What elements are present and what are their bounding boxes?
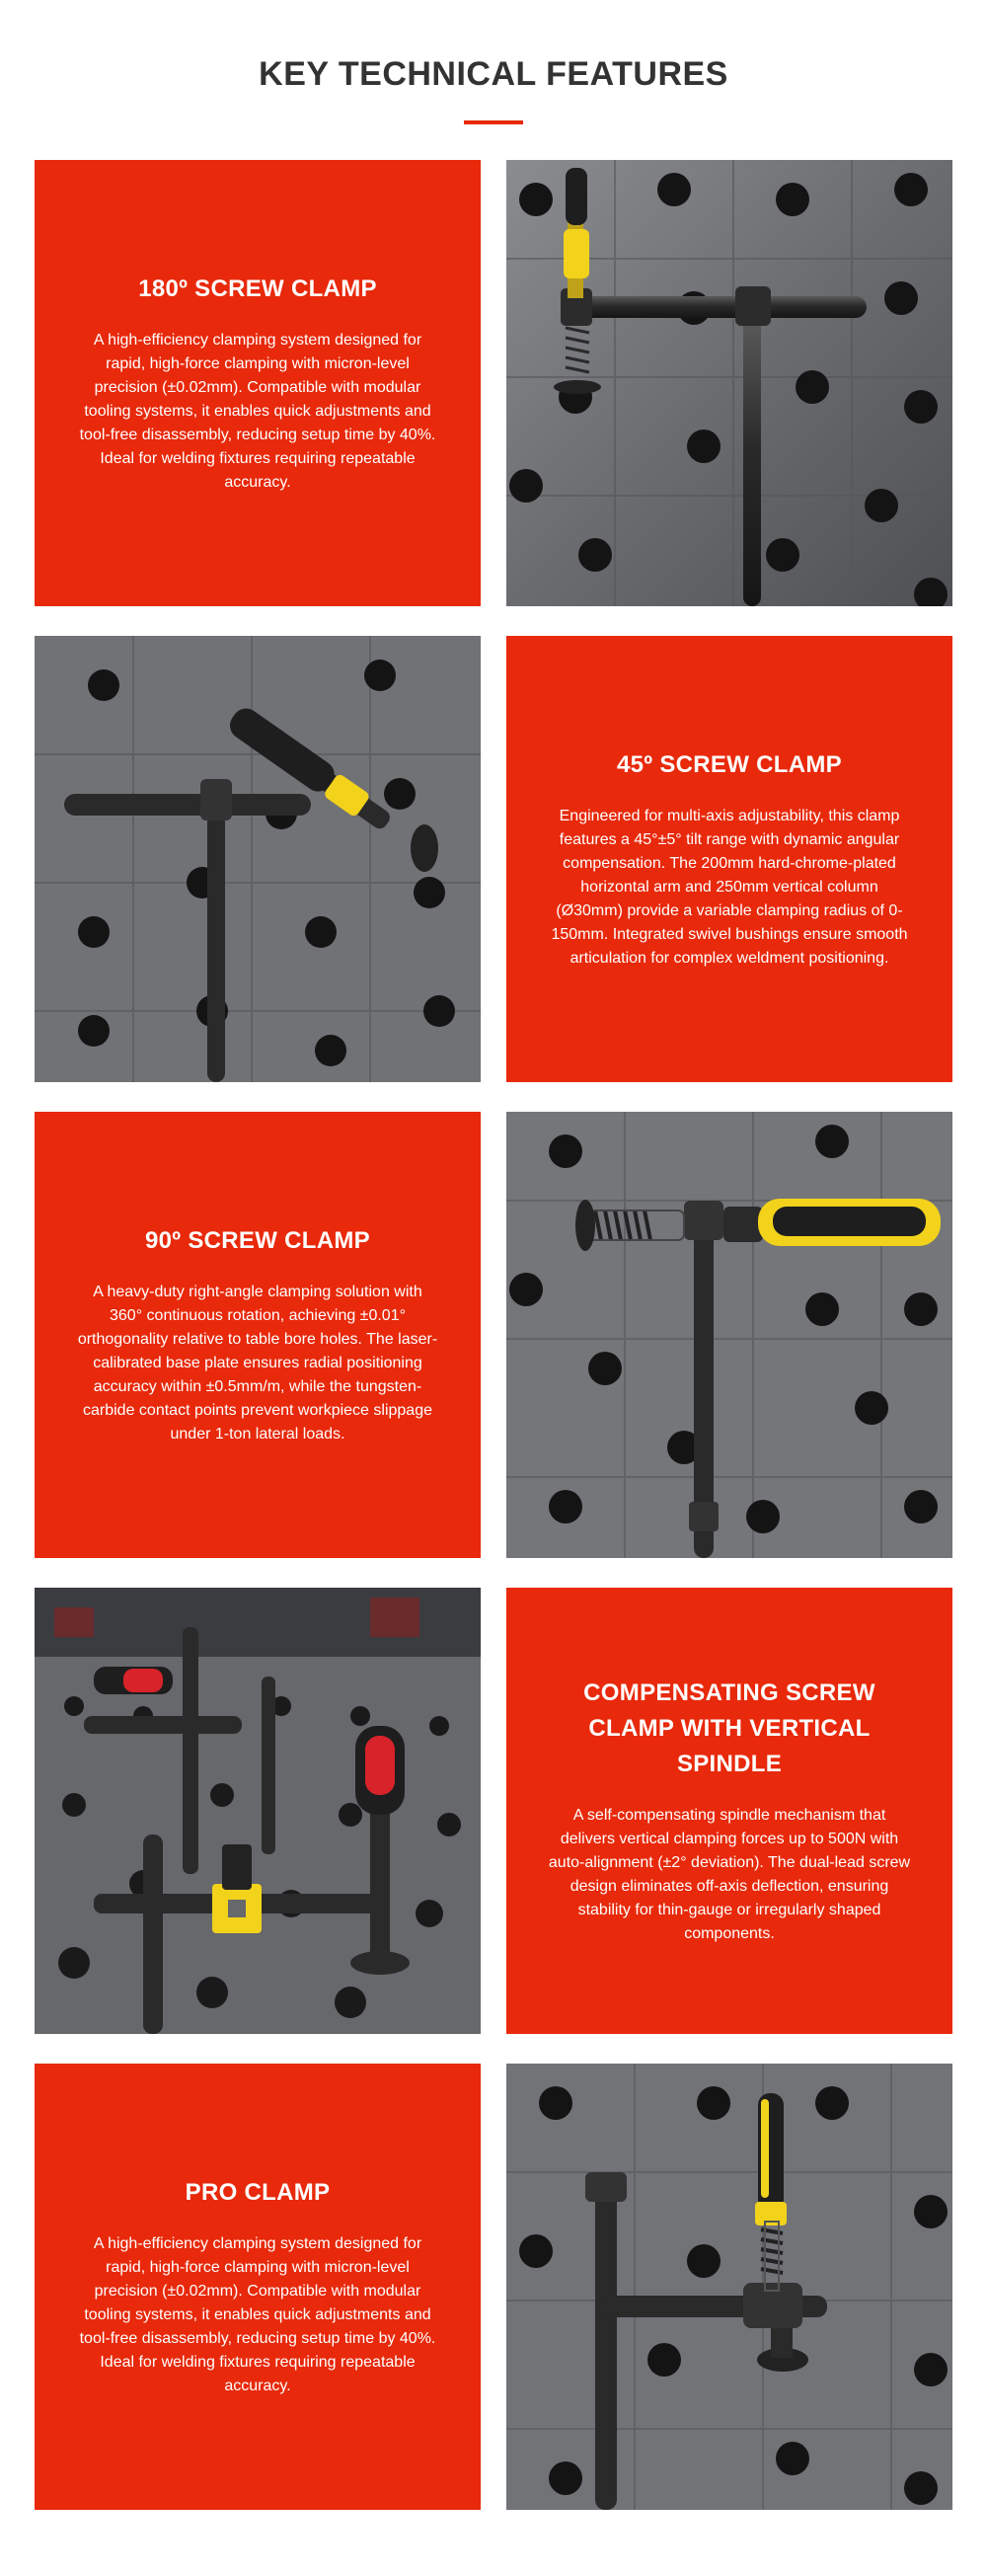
feature-description: Engineered for multi-axis adjustability, this clamp features a 45°±5° tilt range with dynamic angular compensation. The 200mm hard-chrome-plated horizontal arm and 250mm vertical column (Ø30mm) provide a variable clamping radius of 0-150mm. Integrated swivel bushings ensure smooth articulation for complex weldment positioning. [551,808,908,967]
compensating-clamp-photo [35,1588,481,2034]
feature-title: COMPENSATING SCREW CLAMP WITH VERTICAL SPINDLE [583,1679,875,1777]
feature-title: PRO CLAMP [185,2179,331,2206]
pro-clamp-photo [506,2064,952,2510]
clamp-photo-icon [506,1112,952,1558]
clamp-photo-icon [506,2064,952,2510]
section-title: KEY TECHNICAL FEATURES [259,55,728,93]
feature-description: A heavy-duty right-angle clamping solution with 360° continuous rotation, achieving ±0.01° orthogonality relative to table bore holes. The laser-calibrated base plate ensures radial positioning accuracy within ±0.5mm/m, while the tungsten-carbide contact points prevent workpiece slippage under 1-ton lateral loads. [77,1284,438,1443]
feature-card-pro-clamp [35,2064,481,2510]
title-underline [464,120,523,124]
feature-description: A self-compensating spindle mechanism that delivers vertical clamping forces up to 500N with auto-alignment (±2° deviation). The dual-lead screw design eliminates off-axis deflection, ensuring stability for thin-gauge or irregularly shaped components. [548,1807,911,1942]
clamp-photo-icon [35,636,481,1082]
feature-description: A high-efficiency clamping system designed for rapid, high-force clamping with micron-level precision (±0.02mm). Compatible with modular tooling systems, it enables quick adjustments and tool-free disassembly, reducing setup time by 40%. Ideal for welding fixtures requiring repeatable accuracy. [79,2235,436,2394]
section-header [0,0,987,158]
screw-clamp-90-photo [506,1112,952,1558]
feature-description: A high-efficiency clamping system designed for rapid, high-force clamping with micron-level precision (±0.02mm). Compatible with modular tooling systems, it enables quick adjustments and tool-free disassembly, reducing setup time by 40%. Ideal for welding fixtures requiring repeatable accuracy. [79,332,436,491]
clamp-photo-icon [506,160,952,606]
screw-clamp-180-photo [506,160,952,606]
feature-title: 180º SCREW CLAMP [138,275,377,302]
feature-title: 45º SCREW CLAMP [617,751,842,778]
feature-card-compensating-screw-clamp [506,1588,952,2034]
feature-title: 90º SCREW CLAMP [145,1227,370,1254]
clamp-photo-icon [35,1588,481,2034]
feature-card-45-screw-clamp [506,636,952,1082]
feature-card-90-screw-clamp [35,1112,481,1558]
feature-card-180-screw-clamp [35,160,481,606]
screw-clamp-45-photo [35,636,481,1082]
